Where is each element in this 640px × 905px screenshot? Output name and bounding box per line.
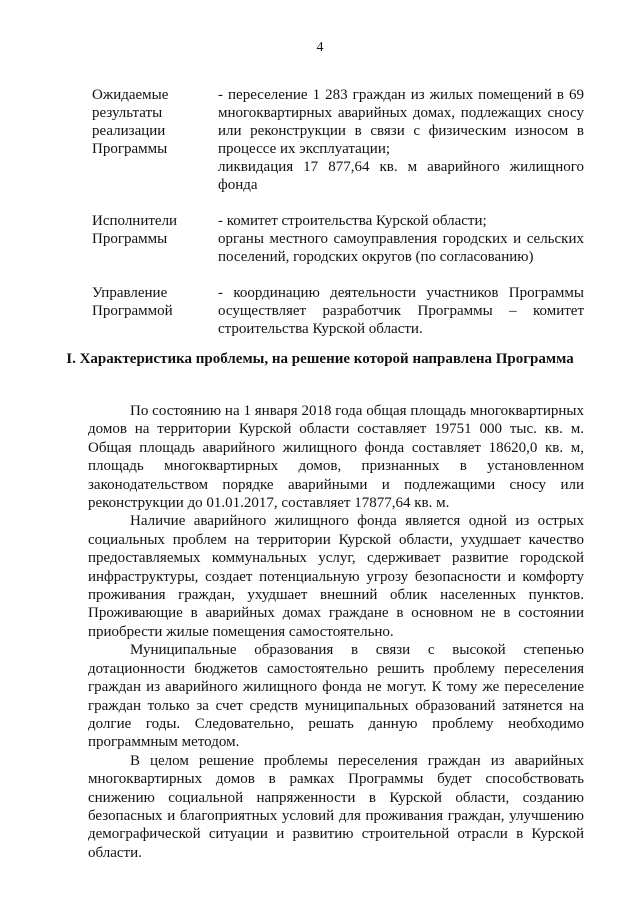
passport-value-line: - координацию деятельности участников Программы осуществляет разработчик Программы – комитет строительства Курской области. <box>218 285 584 337</box>
passport-row-executors <box>92 212 584 266</box>
paragraph: По состоянию на 1 января 2018 года общая площадь многоквартирных домов на территории Курской области составляет 19751 000 тыс. кв. м. Общая площадь аварийного жилищного фонда составляет 18620,0 кв. м, площадь многоквартирных домов, признанных в установленном законодательством порядке аварийными и подлежащими сносу или реконструкции до 01.01.2017, составляет 17877,64 кв. м. <box>88 403 584 512</box>
passport-value <box>218 284 584 338</box>
paragraph: Муниципальные образования в связи с высокой степенью дотационности бюджетов самостоятельно решить проблему переселения граждан из аварийного жилищного фонда не могут. К тому же переселение граждан только за счет средств муниципальных образований затянется на долгие годы. Следовательно, решать данную проблему необходимо программным методом. <box>88 642 584 751</box>
section-heading: I. Характеристика проблемы, на решение которой направлена Программа <box>66 351 574 367</box>
passport-label: Управление Программой <box>92 285 173 319</box>
passport-row-expected-results <box>92 86 584 194</box>
passport-value-line: - переселение 1 283 граждан из жилых помещений в 69 многоквартирных аварийных домах, подлежащих сносу или реконструкции в связи с физическим износом в процессе их эксплуатации; <box>218 87 584 157</box>
section-body <box>88 402 584 862</box>
passport-value-line: ликвидация 17 877,64 кв. м аварийного жилищного фонда <box>218 159 584 193</box>
program-passport-table <box>92 86 584 356</box>
passport-value <box>218 212 584 266</box>
paragraph: Наличие аварийного жилищного фонда является одной из острых социальных проблем на территории Курской области, ухудшает качество предоставляемых коммунальных услуг, сдерживает развитие городской инфраструктуры, создает потенциальную угрозу безопасности и комфорту проживания граждан, ухудшает внешний облик населенных пунктов. Проживающие в аварийных домах граждане в основном не в состоянии приобрести жилые помещения самостоятельно. <box>88 513 584 640</box>
passport-label: Ожидаемые результаты реализации Программы <box>92 87 169 157</box>
paragraph: В целом решение проблемы переселения граждан из аварийных многоквартирных домов в рамках Программы будет способствовать снижению социальной напряженности в Курской области, созданию безопасных и благоприятных условий для проживания граждан, улучшению демографической ситуации и развитию строительной отрасли в Курской области. <box>88 752 584 861</box>
passport-value-line: - комитет строительства Курской области; <box>218 213 487 229</box>
passport-row-management <box>92 284 584 338</box>
passport-value-line: органы местного самоуправления городских и сельских поселений, городских округов (по согласованию) <box>218 231 584 265</box>
passport-value <box>218 86 584 194</box>
passport-label: Исполнители Программы <box>92 213 178 247</box>
page-number: 4 <box>316 40 324 55</box>
